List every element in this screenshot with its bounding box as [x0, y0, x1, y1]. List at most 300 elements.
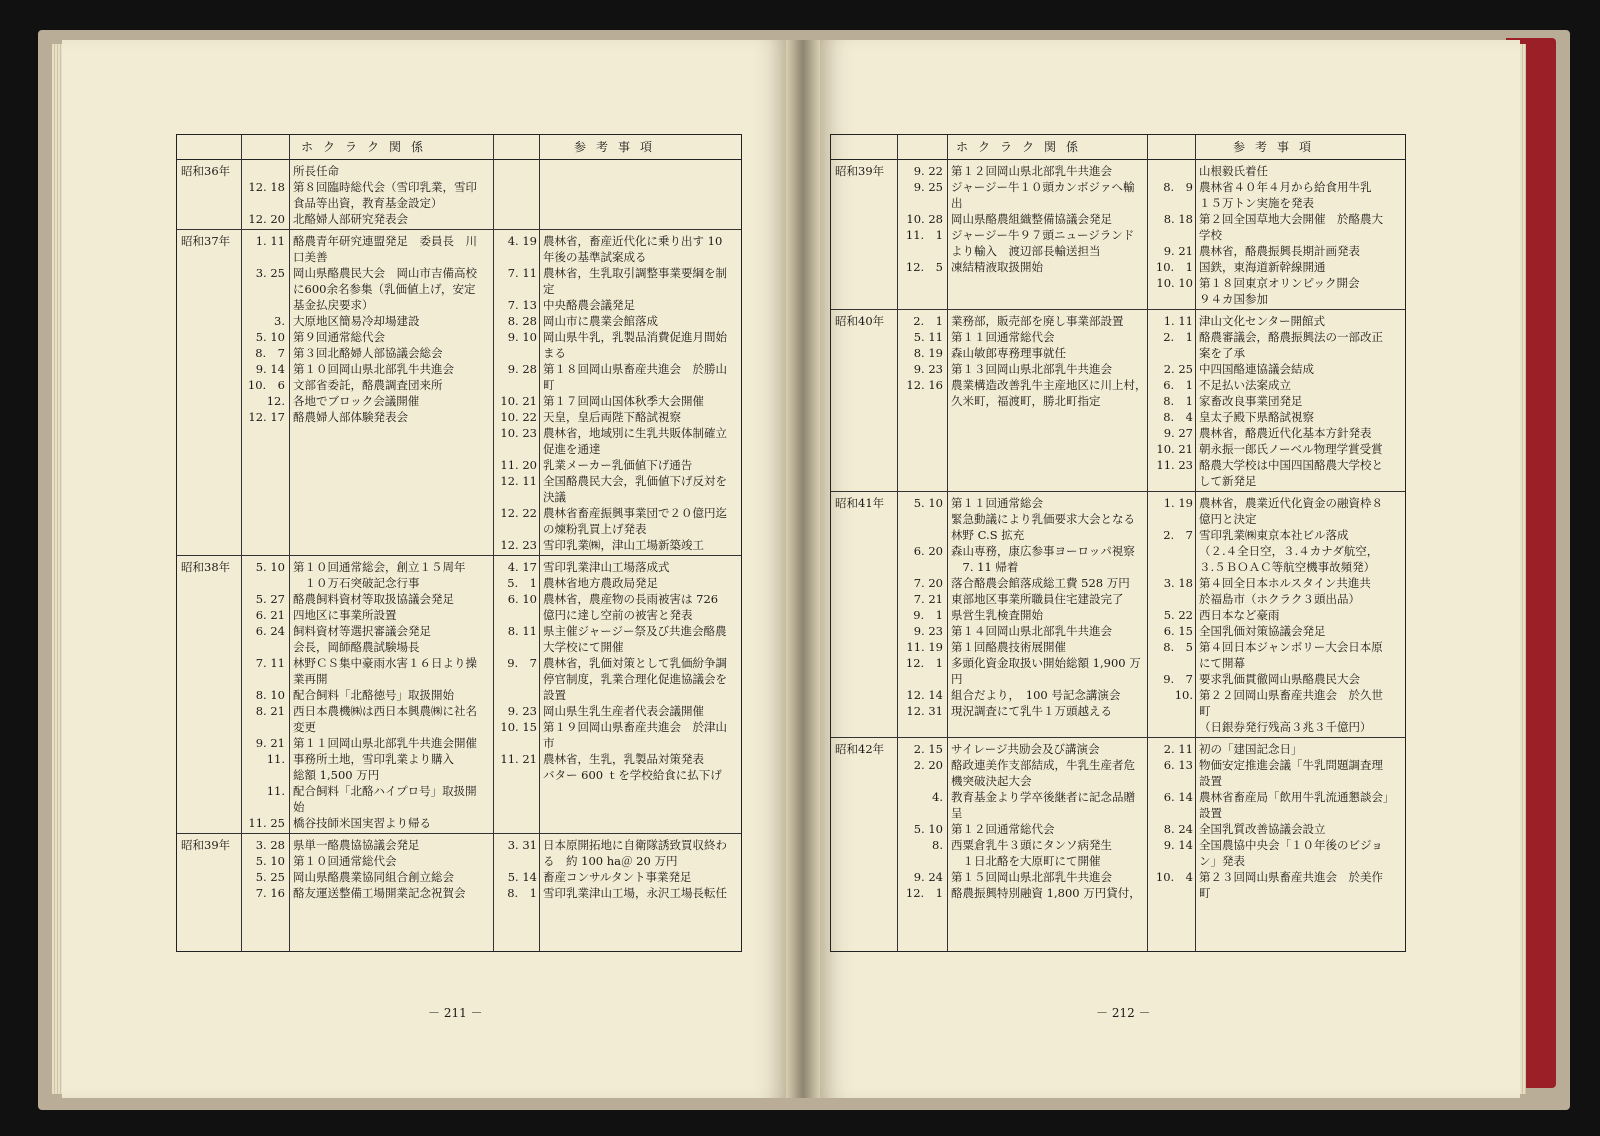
- reference-date: 12. 11: [500, 474, 537, 488]
- reference-event: 案を了承: [1199, 346, 1245, 360]
- table-row: [177, 281, 741, 297]
- table-row: [831, 591, 1405, 607]
- table-row: [177, 163, 741, 179]
- hokuraku-event: 酪農婦人部体験発表会: [293, 410, 408, 424]
- reference-event: 不足払い法案成立: [1199, 378, 1291, 392]
- reference-event: 学校: [1199, 228, 1222, 242]
- table-row: [177, 329, 741, 345]
- table-row: [177, 735, 741, 751]
- hokuraku-event: 岡山県酪農組織整備協議会発足: [951, 212, 1112, 226]
- reference-date: 8. 1: [1163, 394, 1193, 408]
- table-row: [177, 559, 741, 575]
- table-row: [831, 511, 1405, 527]
- reference-event: 農林省，農業近代化資金の融資枠８: [1199, 496, 1383, 510]
- reference-date: 9. 14: [1163, 838, 1193, 852]
- reference-date: 3. 31: [507, 838, 537, 852]
- hokuraku-date: 5. 10: [913, 822, 943, 836]
- hokuraku-date: 7. 16: [255, 886, 285, 900]
- reference-event: 第４回日本ジャンボリー大会日本原: [1199, 640, 1383, 654]
- table-row: [177, 313, 741, 329]
- table-row: [177, 703, 741, 719]
- hokuraku-date: 11. 1: [905, 228, 943, 242]
- reference-event: 酪農大学校は中国四国酪農大学校と: [1199, 458, 1383, 472]
- hokuraku-event: 文部省委託，酪農調査団来所: [293, 378, 443, 392]
- hokuraku-event: 第３回北酪婦人部協議会総会: [293, 346, 443, 360]
- hokuraku-date: 8. 7: [255, 346, 285, 360]
- hokuraku-event: 岡山県酪農民大会 岡山市吉備高校: [293, 266, 477, 280]
- reference-event: の煉粉乳買上げ発表: [543, 522, 647, 536]
- reference-date: 10. 10: [1156, 276, 1193, 290]
- table-row: [177, 575, 741, 591]
- hokuraku-event: 大原地区簡易冷却場建設: [293, 314, 420, 328]
- hokuraku-date: 8. 10: [255, 688, 285, 702]
- reference-event: 町: [543, 378, 555, 392]
- hokuraku-date: 12. 31: [906, 704, 943, 718]
- reference-date: 6. 10: [507, 592, 537, 606]
- table-row: [831, 473, 1405, 489]
- table-row: [831, 853, 1405, 869]
- table-row: [177, 607, 741, 623]
- table-row: [177, 345, 741, 361]
- reference-event: 初の「建国記念日」: [1199, 742, 1303, 756]
- table-row: [831, 345, 1405, 361]
- table-row: [177, 885, 741, 901]
- reference-event: 日本原開拓地に自衛隊誘致買収終わ: [543, 838, 727, 852]
- reference-date: 2. 25: [1163, 362, 1193, 376]
- table-row: [831, 559, 1405, 575]
- hokuraku-date: 12. 16: [906, 378, 943, 392]
- hokuraku-event: ジャージー牛９７頭ニュージランド: [951, 228, 1135, 242]
- hokuraku-event: 呈: [951, 806, 963, 820]
- reference-date: 10. 21: [500, 394, 537, 408]
- reference-event: バター 600 ｔを学校給食に払下げ: [543, 768, 722, 782]
- hokuraku-event: 第９回通常総代会: [293, 330, 385, 344]
- reference-event: 第１９回岡山県畜産共進会 於津山: [543, 720, 727, 734]
- table-row: [177, 297, 741, 313]
- table-row: [831, 275, 1405, 291]
- hokuraku-date: 2. 20: [913, 758, 943, 772]
- hokuraku-event: 酪友運送整備工場開業記念祝賀会: [293, 886, 466, 900]
- table-row: [177, 853, 741, 869]
- reference-date: 8. 18: [1163, 212, 1193, 226]
- table-row: [831, 329, 1405, 345]
- page-number-right: － 212 －: [1096, 1006, 1151, 1020]
- reference-event: して新発足: [1199, 474, 1257, 488]
- reference-event: （日銀券発行残高３兆３千億円）: [1199, 720, 1372, 734]
- header-reference: 参考事項: [1232, 140, 1321, 154]
- hokuraku-date: 12. 1: [905, 656, 943, 670]
- reference-date: 5. 14: [507, 870, 537, 884]
- table-row: [177, 233, 741, 249]
- hokuraku-date: 9. 23: [913, 362, 943, 376]
- table-row: [831, 527, 1405, 543]
- table-header: [831, 135, 1405, 160]
- hokuraku-event: 酪農振興特別融資 1,800 万円貸付，: [951, 886, 1141, 900]
- hokuraku-date: 10. 6: [247, 378, 285, 392]
- hokuraku-event: 県単一酪農協協議会発足: [293, 838, 420, 852]
- header-reference: 参考事項: [573, 140, 662, 154]
- reference-event: 雪印乳業㈱，津山工場新築竣工: [543, 538, 704, 552]
- reference-event: 決議: [543, 490, 566, 504]
- reference-date: 9. 23: [507, 704, 537, 718]
- hokuraku-date: 4.: [932, 790, 943, 804]
- reference-event: る 約 100 ha＠ 20 万円: [543, 854, 678, 868]
- reference-date: 12. 22: [500, 506, 537, 520]
- hokuraku-event: 落合酪農会館落成総工費 528 万円: [951, 576, 1130, 590]
- hokuraku-date: 9. 1: [913, 608, 943, 622]
- reference-date: 5. 1: [507, 576, 537, 590]
- table-row: [831, 425, 1405, 441]
- reference-event: 年後の基準試案成る: [543, 250, 647, 264]
- table-row: [177, 377, 741, 393]
- table-row: [831, 361, 1405, 377]
- reference-date: 8. 9: [1163, 180, 1193, 194]
- hokuraku-event: 酪政連美作支部結成，牛乳生産者危: [951, 758, 1135, 772]
- hokuraku-event: 酪農青年研究連盟発足 委員長 川: [293, 234, 477, 248]
- hokuraku-event: 第１１回岡山県北部乳牛共進会開催: [293, 736, 477, 750]
- table-row: [177, 179, 741, 195]
- table-row: [831, 773, 1405, 789]
- hokuraku-event: 円: [951, 672, 963, 686]
- hokuraku-event: 西日本農機㈱は西日本興農㈱に社名: [293, 704, 477, 718]
- right-chronology-table: [830, 134, 1406, 952]
- hokuraku-event: 教育基金より学卒後継者に記念品贈: [951, 790, 1135, 804]
- hokuraku-event: 口美善: [293, 250, 328, 264]
- reference-event: 畜産コンサルタント事業発足: [543, 870, 692, 884]
- reference-date: 1. 11: [1163, 314, 1193, 328]
- reference-date: 4. 19: [507, 234, 537, 248]
- table-row: [177, 623, 741, 639]
- era-cell: 昭和36年: [181, 164, 231, 178]
- reference-event: 農林省，生乳，乳製品対策発表: [543, 752, 704, 766]
- reference-event: 農林省，酪農振興長期計画発表: [1199, 244, 1360, 258]
- reference-date: 10. 22: [500, 410, 537, 424]
- era-separator: [177, 229, 741, 230]
- reference-event: 第１８回岡山県畜産共進会 於勝山: [543, 362, 727, 376]
- table-row: [831, 409, 1405, 425]
- reference-event: 全国乳価対策協議会発足: [1199, 624, 1326, 638]
- reference-event: 第２３回岡山県畜産共進会 於美作: [1199, 870, 1383, 884]
- hokuraku-date: 5. 25: [255, 870, 285, 884]
- hokuraku-event: 基金払戻要求）: [293, 298, 374, 312]
- hokuraku-event: 林野 C.S 拡充: [951, 528, 1025, 542]
- era-cell: 昭和39年: [835, 164, 885, 178]
- reference-event: 農林省，農産物の長雨被害は 726: [543, 592, 719, 606]
- reference-event: 家畜改良事業団発足: [1199, 394, 1303, 408]
- reference-event: ン」発表: [1199, 854, 1245, 868]
- left-chronology-table: [176, 134, 742, 952]
- hokuraku-event: 第１０回通常総会，創立１５周年: [293, 560, 466, 574]
- reference-event: 町: [1199, 886, 1211, 900]
- reference-event: 津山文化センター開館式: [1199, 314, 1326, 328]
- hokuraku-date: 12. 20: [248, 212, 285, 226]
- table-row: [831, 543, 1405, 559]
- header-hokuraku: ホクラク関係: [955, 140, 1088, 154]
- hokuraku-event: 酪農飼料資材等取扱協議会発足: [293, 592, 454, 606]
- reference-event: 大学校にて開催: [543, 640, 624, 654]
- hokuraku-event: 森山専務，康広参事ヨーロッパ視察: [951, 544, 1135, 558]
- table-row: [831, 163, 1405, 179]
- reference-event: 山根毅氏着任: [1199, 164, 1268, 178]
- hokuraku-date: 9. 14: [255, 362, 285, 376]
- reference-date: 5. 22: [1163, 608, 1193, 622]
- header-hokuraku: ホクラク関係: [300, 140, 433, 154]
- hokuraku-event: に600余名参集（乳価値上げ，安定: [293, 282, 476, 296]
- table-row: [831, 179, 1405, 195]
- reference-date: 9. 28: [507, 362, 537, 376]
- era-cell: 昭和37年: [181, 234, 231, 248]
- reference-event: 県主催ジャージー祭及び共進会酪農: [543, 624, 727, 638]
- hokuraku-date: 11. 19: [906, 640, 943, 654]
- table-row: [177, 799, 741, 815]
- hokuraku-date: 5. 10: [255, 330, 285, 344]
- table-row: [831, 741, 1405, 757]
- table-row: [177, 361, 741, 377]
- era-cell: 昭和41年: [835, 496, 885, 510]
- reference-date: 4. 17: [507, 560, 537, 574]
- hokuraku-event: 飼料資材等選択審議会発足: [293, 624, 431, 638]
- reference-date: 7. 13: [507, 298, 537, 312]
- hokuraku-event: 各地でブロック会議開催: [293, 394, 420, 408]
- hokuraku-event: 北酪婦人部研究発表会: [293, 212, 408, 226]
- table-row: [831, 495, 1405, 511]
- reference-event: 促進を通達: [543, 442, 601, 456]
- hokuraku-date: 8. 21: [255, 704, 285, 718]
- reference-date: 10. 15: [500, 720, 537, 734]
- hokuraku-event: 現況調査にて乳牛１万頭越える: [951, 704, 1112, 718]
- reference-event: 億円に達し空前の被害と発表: [543, 608, 693, 622]
- hokuraku-date: 8.: [932, 838, 943, 852]
- hokuraku-event: 森山敏郎専務理事就任: [951, 346, 1066, 360]
- reference-date: 11. 23: [1156, 458, 1193, 472]
- hokuraku-event: 始: [293, 800, 305, 814]
- table-row: [177, 591, 741, 607]
- hokuraku-event: 多頭化資金取扱い開始総額 1,900 万: [951, 656, 1141, 670]
- hokuraku-event: 業再開: [293, 672, 328, 686]
- reference-event: 第４回全日本ホルスタイン共進共: [1199, 576, 1371, 590]
- reference-event: 中央酪農会議発足: [543, 298, 635, 312]
- hokuraku-date: 12. 14: [906, 688, 943, 702]
- era-cell: 昭和42年: [835, 742, 885, 756]
- era-cell: 昭和38年: [181, 560, 231, 574]
- hokuraku-event: 総額 1,500 万円: [293, 768, 380, 782]
- reference-date: 2. 11: [1163, 742, 1193, 756]
- hokuraku-event: サイレージ共励会及び講演会: [951, 742, 1100, 756]
- table-row: [177, 265, 741, 281]
- table-row: [831, 805, 1405, 821]
- reference-event: 農林省畜産局「飲用牛乳流通懇談会」: [1199, 790, 1395, 804]
- hokuraku-event: 第１０回岡山県北部乳牛共進会: [293, 362, 454, 376]
- hokuraku-date: 8. 19: [913, 346, 943, 360]
- reference-event: 設置: [1199, 774, 1222, 788]
- reference-date: 9. 7: [1163, 672, 1193, 686]
- reference-event: 皇太子殿下県酪試視察: [1199, 410, 1314, 424]
- table-row: [177, 521, 741, 537]
- table-row: [177, 751, 741, 767]
- reference-date: 8. 5: [1163, 640, 1193, 654]
- hokuraku-event: 会長，岡師酪農試験場長: [293, 640, 420, 654]
- reference-event: 市: [543, 736, 555, 750]
- table-row: [177, 869, 741, 885]
- table-row: [831, 575, 1405, 591]
- hokuraku-date: 7. 21: [913, 592, 943, 606]
- reference-event: 第１８回東京オリンピック開会: [1199, 276, 1360, 290]
- reference-event: 朝永振一郎氏ノーベル物理学賞受賞: [1199, 442, 1383, 456]
- table-row: [831, 639, 1405, 655]
- hokuraku-event: 西粟倉乳牛３頭にタンソ病発生: [951, 838, 1112, 852]
- hokuraku-event: 東部地区事業所職員住宅建設完了: [951, 592, 1124, 606]
- reference-date: 2. 7: [1163, 528, 1193, 542]
- reference-date: 10. 23: [500, 426, 537, 440]
- hokuraku-event: 配合飼料「北酪ハイプロ号」取扱開: [293, 784, 477, 798]
- reference-date: 9. 10: [507, 330, 537, 344]
- hokuraku-event: ジャージー牛１０頭カンボジァへ輸: [951, 180, 1135, 194]
- reference-event: 町: [1199, 704, 1211, 718]
- table-row: [831, 789, 1405, 805]
- reference-event: 設置: [543, 688, 566, 702]
- reference-date: 11. 20: [500, 458, 537, 472]
- table-row: [831, 671, 1405, 687]
- table-row: [177, 489, 741, 505]
- reference-date: 8. 24: [1163, 822, 1193, 836]
- table-row: [177, 249, 741, 265]
- hokuraku-event: 変更: [293, 720, 316, 734]
- hokuraku-date: 1. 11: [255, 234, 285, 248]
- hokuraku-event: 第１１回通常総会: [951, 496, 1043, 510]
- table-row: [831, 655, 1405, 671]
- reference-event: 要求乳価貫徹岡山県酪農民大会: [1199, 672, 1360, 686]
- hokuraku-event: 四地区に事業所設置: [293, 608, 397, 622]
- reference-event: 物価安定推進会議「牛乳問題調査理: [1199, 758, 1383, 772]
- era-separator: [177, 555, 741, 556]
- hokuraku-event: １日北酪を大原町にて開催: [951, 854, 1101, 868]
- hokuraku-event: 第１３回岡山県北部乳牛共進会: [951, 362, 1112, 376]
- hokuraku-date: 9. 24: [913, 870, 943, 884]
- hokuraku-event: 第１１回通常総代会: [951, 330, 1055, 344]
- reference-date: 9. 21: [1163, 244, 1193, 258]
- reference-event: 第２２回岡山県畜産共進会 於久世: [1199, 688, 1383, 702]
- reference-date: 6. 13: [1163, 758, 1193, 772]
- hokuraku-event: 農業構造改善乳牛主産地区に川上村，: [951, 378, 1147, 392]
- table-row: [831, 623, 1405, 639]
- table-row: [831, 719, 1405, 735]
- hokuraku-event: 第１２回岡山県北部乳牛共進会: [951, 164, 1112, 178]
- reference-event: 西日本など豪雨: [1199, 608, 1280, 622]
- reference-event: 雪印乳業津山工場，永沢工場長転任: [543, 886, 727, 900]
- reference-event: 農林省，生乳取引調整事業要綱を制: [543, 266, 727, 280]
- table-row: [831, 885, 1405, 901]
- reference-event: 第１７回岡山国体秋季大会開催: [543, 394, 704, 408]
- table-row: [177, 409, 741, 425]
- hokuraku-event: 7. 11 帰着: [951, 560, 1019, 574]
- hokuraku-date: 5. 27: [255, 592, 285, 606]
- reference-event: 岡山県牛乳，乳製品消費促進月間始: [543, 330, 727, 344]
- reference-event: 於福島市（ホクラク３頭出品）: [1199, 592, 1360, 606]
- hokuraku-date: 3. 28: [255, 838, 285, 852]
- reference-event: 雪印乳業津山工場落成式: [543, 560, 670, 574]
- hokuraku-date: 5. 10: [255, 854, 285, 868]
- hokuraku-event: 第１５回岡山県北部乳牛共進会: [951, 870, 1112, 884]
- reference-event: まる: [543, 346, 566, 360]
- hokuraku-date: 3.: [274, 314, 285, 328]
- table-row: [177, 655, 741, 671]
- table-row: [177, 671, 741, 687]
- table-row: [177, 837, 741, 853]
- reference-date: 10. 4: [1155, 870, 1193, 884]
- reference-event: 億円と決定: [1199, 512, 1257, 526]
- table-row: [831, 821, 1405, 837]
- hokuraku-date: 9. 22: [913, 164, 943, 178]
- era-cell: 昭和40年: [835, 314, 885, 328]
- hokuraku-event: 第１２回通常総代会: [951, 822, 1055, 836]
- table-row: [831, 227, 1405, 243]
- hokuraku-event: 久米町，福渡町，勝北町指定: [951, 394, 1101, 408]
- reference-date: 6. 14: [1163, 790, 1193, 804]
- reference-date: 8. 28: [507, 314, 537, 328]
- hokuraku-event: 第１回酪農技術展開催: [951, 640, 1066, 654]
- hokuraku-event: 食品等出資，教育基金設定）: [293, 196, 443, 210]
- hokuraku-date: 7. 20: [913, 576, 943, 590]
- table-row: [177, 639, 741, 655]
- reference-event: 農林省地方農政局発足: [543, 576, 658, 590]
- reference-date: 10. 1: [1155, 260, 1193, 274]
- hokuraku-date: 5. 10: [255, 560, 285, 574]
- reference-date: 10. 21: [1156, 442, 1193, 456]
- hokuraku-event: 林野ＣＳ集中豪雨水害１６日より操: [293, 656, 477, 670]
- reference-event: 農林省畜産振興事業団で２０億円迄: [543, 506, 727, 520]
- reference-date: 6. 1: [1163, 378, 1193, 392]
- hokuraku-event: 緊急動議により乳価要求大会となる: [951, 512, 1135, 526]
- hokuraku-event: 凍結精液取扱開始: [951, 260, 1043, 274]
- hokuraku-event: 配合飼料「北酪徳号」取扱開始: [293, 688, 454, 702]
- table-row: [831, 313, 1405, 329]
- hokuraku-event: 県営生乳検査開始: [951, 608, 1043, 622]
- hokuraku-date: 3. 25: [255, 266, 285, 280]
- table-row: [831, 243, 1405, 259]
- hokuraku-event: 組合だより， 100 号記念講演会: [951, 688, 1121, 702]
- table-row: [177, 767, 741, 783]
- hokuraku-date: 12. 5: [905, 260, 943, 274]
- era-separator: [831, 491, 1405, 492]
- table-row: [177, 687, 741, 703]
- hokuraku-date: 12.: [266, 394, 285, 408]
- reference-event: にて開幕: [1199, 656, 1245, 670]
- hokuraku-date: 5. 11: [913, 330, 943, 344]
- reference-date: 6. 15: [1163, 624, 1193, 638]
- reference-event: 農林省，酪農近代化基本方針発表: [1199, 426, 1372, 440]
- era-separator: [831, 309, 1405, 310]
- reference-event: 農林省，乳価対策として乳価紛争調: [543, 656, 727, 670]
- hokuraku-date: 2. 15: [913, 742, 943, 756]
- table-row: [831, 377, 1405, 393]
- table-row: [177, 195, 741, 211]
- table-row: [831, 687, 1405, 703]
- hokuraku-event: 第８回臨時総代会（雪印乳業，雪印: [293, 180, 477, 194]
- era-separator: [831, 737, 1405, 738]
- hokuraku-date: 2. 1: [913, 314, 943, 328]
- hokuraku-date: 12. 18: [248, 180, 285, 194]
- table-row: [831, 259, 1405, 275]
- book-gutter: [786, 40, 820, 1098]
- reference-event: 乳業メーカー乳価値下げ通告: [543, 458, 693, 472]
- table-row: [831, 607, 1405, 623]
- table-row: [177, 441, 741, 457]
- hokuraku-date: 12. 17: [248, 410, 285, 424]
- hokuraku-date: 6. 21: [255, 608, 285, 622]
- reference-date: 9. 27: [1163, 426, 1193, 440]
- hokuraku-event: 岡山県酪農業協同組合創立総会: [293, 870, 454, 884]
- hokuraku-date: 5. 10: [913, 496, 943, 510]
